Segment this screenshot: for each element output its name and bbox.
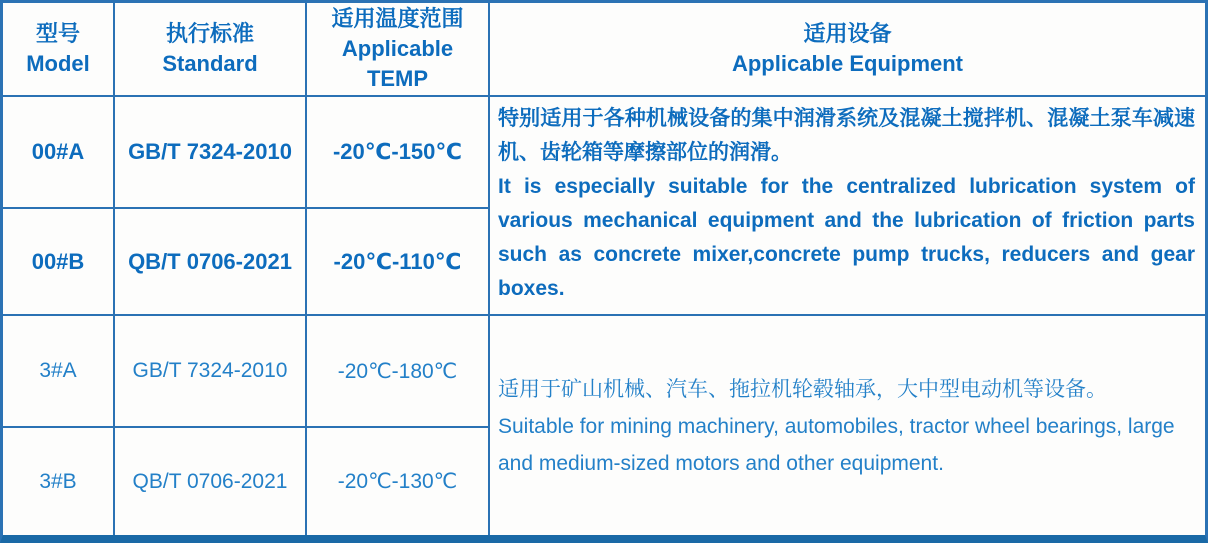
header-standard <box>115 3 307 97</box>
cell-equipment-3-series <box>490 316 1205 535</box>
header-standard-zh: 执行标准 <box>165 21 254 46</box>
header-model-zh: 型号 <box>35 21 80 46</box>
cell-model-00B: 00#B <box>3 209 115 316</box>
header-temp-zh: 适用温度范围 <box>331 6 464 31</box>
cell-standard-00B: QB/T 0706-2021 <box>115 209 307 316</box>
equipment-3-zh: 适用于矿山机械、汽车、拖拉机轮毂轴承，大中型电动机等设备。 <box>498 377 1107 401</box>
cell-standard-3B: QB/T 0706-2021 <box>115 428 307 535</box>
cell-model-3B: 3#B <box>3 428 115 535</box>
equipment-00-en: It is especially suitable for the centralized lubrication system of various mechanical equipment and the lubrication of friction parts such as concrete mixer,concrete pump trucks, reducers and gear boxes. <box>498 175 1195 300</box>
cell-temp-3B: -20℃-130℃ <box>307 428 490 535</box>
cell-temp-3A: -20℃-180℃ <box>307 316 490 428</box>
cell-equipment-00-series <box>490 97 1205 316</box>
header-temp-en: Applicable TEMP <box>341 36 454 91</box>
cell-temp-00A: -20℃-150℃ <box>307 97 490 209</box>
header-model-en: Model <box>26 51 90 76</box>
cell-temp-00B: -20℃-110℃ <box>307 209 490 316</box>
header-temp <box>307 3 490 97</box>
header-equipment-zh: 适用设备 <box>803 21 892 46</box>
cell-standard-3A: GB/T 7324-2010 <box>115 316 307 428</box>
header-equipment <box>490 3 1205 97</box>
equipment-3-en: Suitable for mining machinery, automobiles, tractor wheel bearings, large and medium-sized motors and other equipment. <box>498 414 1175 475</box>
header-model <box>3 3 115 97</box>
header-equipment-en: Applicable Equipment <box>731 51 964 76</box>
cell-model-00A: 00#A <box>3 97 115 209</box>
equipment-00-zh: 特别适用于各种机械设备的集中润滑系统及混凝土搅拌机、混凝土泵车减速机、齿轮箱等摩擦部位的润滑。 <box>498 107 1195 164</box>
header-standard-en: Standard <box>162 51 258 76</box>
cell-standard-00A: GB/T 7324-2010 <box>115 97 307 209</box>
cell-model-3A: 3#A <box>3 316 115 428</box>
